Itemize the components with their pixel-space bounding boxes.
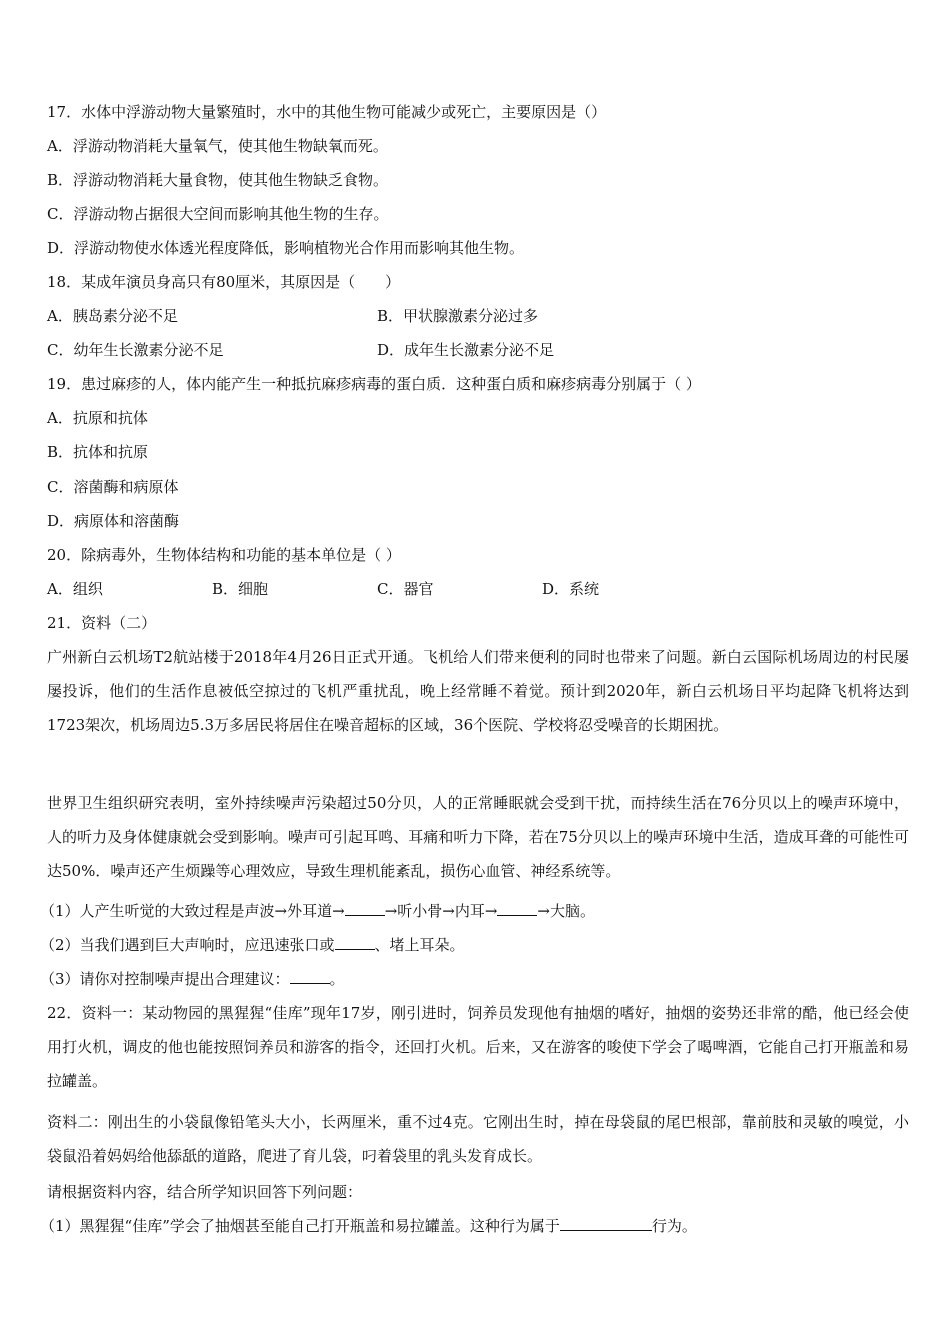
q19-option-b: B．抗体和抗原 xyxy=(47,443,149,461)
q20-option-d: D．系统 xyxy=(542,580,600,598)
q21-stem: 21．资料（二） xyxy=(47,614,157,632)
answer-blank[interactable] xyxy=(335,935,375,950)
q19-stem: 19．患过麻疹的人，体内能产生一种抵抗麻疹病毒的蛋白质．这种蛋白质和麻疹病毒分别属于（ ） xyxy=(47,375,701,393)
q18-option-a: A．胰岛素分泌不足 xyxy=(47,307,178,325)
q18-option-d: D．成年生长激素分泌不足 xyxy=(377,341,555,359)
q21-sub3-text-a: （3）请你对控制噪声提出合理建议： xyxy=(40,970,290,988)
q21-subquestion-1 xyxy=(40,901,595,921)
q22-prompt: 请根据资料内容，结合所学知识回答下列问题： xyxy=(47,1183,363,1201)
q22-material-2: 资料二：刚出生的小袋鼠像铅笔头大小，长两厘米，重不过4克。它刚出生时，掉在母袋鼠的尾巴根部，靠前肢和灵敏的嗅觉，小袋鼠沿着妈妈给他舔舐的道路，爬进了育儿袋，叼着袋里的乳头发育成长。 xyxy=(47,1113,909,1165)
q21-sub2-text-b: 、堵上耳朵。 xyxy=(374,936,465,954)
q18-option-c: C．幼年生长激素分泌不足 xyxy=(47,341,224,359)
q21-material-paragraph-2: 世界卫生组织研究表明，室外持续噪声污染超过50分贝，人的正常睡眠就会受到干扰，而持续生活在76分贝以上的噪声环境中，人的听力及身体健康就会受到影响。噪声可引起耳鸣、耳痛和听力下降，若在75分贝以上的噪声环境中生活，造成耳聋的可能性可达50%．噪声还产生烦躁等心理效应，导致生理机能紊乱，损伤心血管、神经系统等。 xyxy=(47,794,909,880)
q21-material-paragraph-1: 广州新白云机场T2航站楼于2018年4月26日正式开通。飞机给人们带来便利的同时也带来了问题。新白云国际机场周边的村民屡屡投诉，他们的生活作息被低空掠过的飞机严重扰乱，晚上经常睡不着觉。预计到2020年，新白云机场日平均起降飞机将达到1723架次，机场周边5.3万多居民将居住在噪音超标的区域，36个医院、学校将忍受噪音的长期困扰。 xyxy=(47,648,909,734)
q19-option-c: C．溶菌酶和病原体 xyxy=(47,478,179,496)
q21-sub1-text-a: （1）人产生听觉的大致过程是声波→外耳道→ xyxy=(40,902,345,920)
q21-sub3-text-b: 。 xyxy=(329,970,345,988)
q17-option-d: D．浮游动物使水体透光程度降低，影响植物光合作用而影响其他生物。 xyxy=(47,239,525,257)
answer-blank[interactable] xyxy=(290,969,330,984)
q21-sub1-text-c: →大脑。 xyxy=(537,902,595,920)
q17-option-a: A．浮游动物消耗大量氧气，使其他生物缺氧而死。 xyxy=(47,137,388,155)
q17-stem: 17．水体中浮游动物大量繁殖时，水中的其他生物可能减少或死亡，主要原因是（） xyxy=(47,103,607,121)
q21-subquestion-3 xyxy=(40,969,345,989)
q21-sub1-text-b: →听小骨→内耳→ xyxy=(384,902,498,920)
q22-material-1: 22．资料一：某动物园的黑猩猩“佳库”现年17岁，刚引进时，饲养员发现他有抽烟的嗜好，抽烟的姿势还非常的酷，他已经会使用打火机，调皮的他也能按照饲养员和游客的指令，还回打火机。后来，又在游客的唆使下学会了喝啤酒，它能自己打开瓶盖和易拉罐盖。 xyxy=(47,1004,909,1090)
answer-blank[interactable] xyxy=(560,1216,652,1231)
q21-sub2-text-a: （2）当我们遇到巨大声响时，应迅速张口或 xyxy=(40,936,335,954)
q19-option-d: D．病原体和溶菌酶 xyxy=(47,512,180,530)
q20-option-a: A．组织 xyxy=(47,580,103,598)
q20-option-b: B．细胞 xyxy=(212,580,269,598)
q18-stem: 18．某成年演员身高只有80厘米，其原因是（ ） xyxy=(47,273,401,291)
answer-blank[interactable] xyxy=(345,901,385,916)
q19-option-a: A．抗原和抗体 xyxy=(47,409,148,427)
q21-subquestion-2 xyxy=(40,935,465,955)
q20-stem: 20．除病毒外，生物体结构和功能的基本单位是（ ） xyxy=(47,546,401,564)
q22-sub1-text-a: （1）黑猩猩“佳库”学会了抽烟甚至能自己打开瓶盖和易拉罐盖。这种行为属于 xyxy=(40,1217,560,1235)
q20-option-c: C．器官 xyxy=(377,580,434,598)
q18-option-b: B．甲状腺激素分泌过多 xyxy=(377,307,539,325)
q17-option-b: B．浮游动物消耗大量食物，使其他生物缺乏食物。 xyxy=(47,171,389,189)
answer-blank[interactable] xyxy=(497,901,537,916)
q17-option-c: C．浮游动物占据很大空间而影响其他生物的生存。 xyxy=(47,205,389,223)
q22-sub1-text-b: 行为。 xyxy=(651,1217,697,1235)
q22-subquestion-1 xyxy=(40,1216,697,1236)
